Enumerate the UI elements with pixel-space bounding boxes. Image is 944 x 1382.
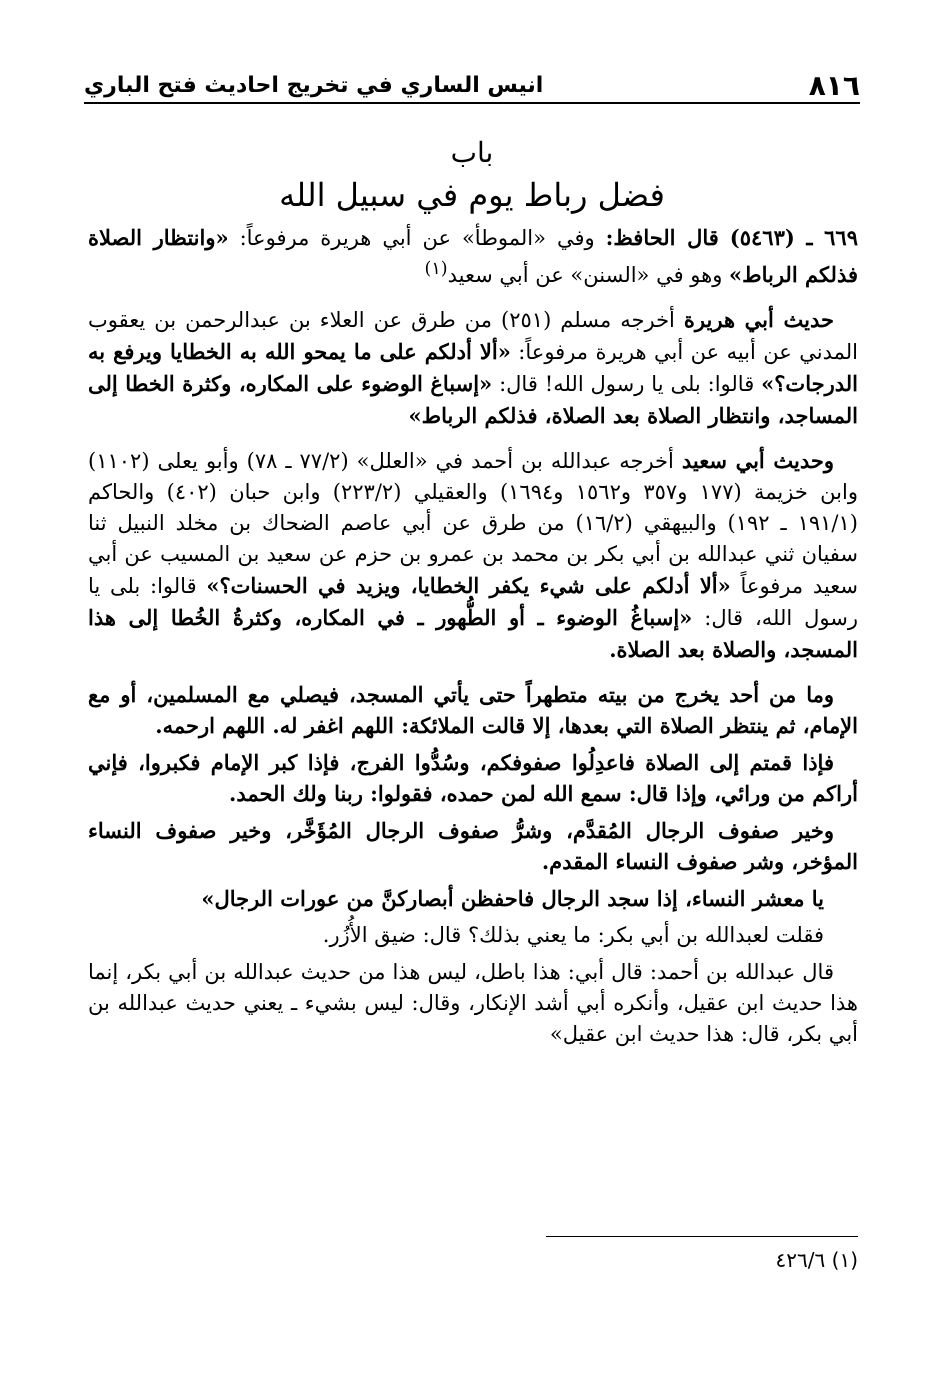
- footnote-divider: [546, 1236, 858, 1237]
- footnote: [776, 1248, 858, 1272]
- chapter-title: فضل رباط يوم في سبيل الله: [279, 176, 665, 214]
- paragraph-abu-said: [88, 445, 858, 666]
- paragraph-hadith-text: وخير صفوف الرجال المُقدَّم، وشرُّ صفوف الرجال المُؤَخَّر، وخير صفوف النساء المؤخر، وشر صفوف النساء المقدم.: [88, 818, 858, 874]
- paragraph-hadith-text: فإذا قمتم إلى الصلاة فاعدِلُوا صفوفكم، وسُدُّوا الفرج، فإذا كبر الإمام فكبروا، فإني أراكم من ورائي، وإذا قال: سمع الله لمن حمده، فقولوا: ربنا ولك الحمد.: [88, 750, 858, 806]
- paragraph-quote: «ألا أدلكم على ما يمحو الله به الخطايا ويرفع به الدرجات؟»: [88, 339, 858, 396]
- paragraph-abu-hurayra: [88, 304, 858, 432]
- body-text: [88, 222, 858, 1063]
- paragraph-hadith-text: وما من أحد يخرج من بيته متطهراً حتى يأتي المسجد، فيصلي مع المسلمين، أو مع الإمام، ثم ينتظر الصلاة التي بعدها، إلا قالت الملائكة: اللهم اغفر له. اللهم ارحمه.: [88, 682, 858, 738]
- page-header: [84, 68, 860, 104]
- footnote-text: ٤٢٦/٦: [775, 1248, 826, 1272]
- running-title: انيس الساري في تخريج احاديث فتح الباري: [84, 72, 544, 98]
- paragraph-hadith-text: يا معشر النساء، إذا سجد الرجال فاحفظن أبصاركنَّ من عورات الرجال»: [201, 886, 824, 911]
- footnote-reference: (١): [424, 259, 448, 279]
- paragraph-text: قالوا: بلى يا رسول الله، قال:: [88, 574, 858, 630]
- footnote-marker: (١): [831, 1248, 858, 1272]
- paragraph-critique: قال عبدالله بن أحمد: قال أبي: هذا باطل، ليس هذا من حديث عبدالله بن أبي بكر، إنما هذا حديث ابن عقيل، وأنكره أبي أشد الإنكار، وقال: ليس بشيء ـ يعني حديث عبدالله بن أبي بكر، قال: هذا حديث ابن عقيل»: [88, 960, 858, 1046]
- hadith-text-end: وهو في «السنن» عن أبي سعيد: [447, 263, 730, 287]
- paragraph-lead: وحديث أبي سعيد: [681, 448, 834, 473]
- paragraph-quote: «إسباغ الوضوء على المكاره، وكثرة الخطا إلى المساجد، وانتظار الصلاة بعد الصلاة، فذلكم الرباط»: [88, 371, 858, 428]
- paragraph-text: أخرجه عبدالله بن أحمد في «العلل» (٧٧/٢ ـ ٧٨) وأبو يعلى (١١٠٢) وابن خزيمة (١٧٧ و٣٥٧ و١٥٦٢ و١٦٩٤) والعقيلي (٢٢٣/٢) وابن حبان (٤٠٢) والحاكم (١٩١/١ ـ ١٩٢) والبيهقي (١٦/٢) من طرق عن أبي عاصم الضحاك بن مخلد النبيل ثنا سفيان ثني عبدالله بن أبي بكر بن محمد بن عمرو بن حزم عن سعيد بن المسيب عن أبي سعيد مرفوعاً: [88, 449, 858, 598]
- paragraph-text: أخرجه مسلم (٢٥١) من طرق عن العلاء بن عبدالرحمن بن يعقوب المدني عن أبيه عن أبي هريرة مرفوعاً:: [88, 308, 858, 364]
- hadith-text: وفي «الموطأ» عن أبي هريرة مرفوعاً:: [228, 226, 606, 250]
- page-number: ٨١٦: [808, 68, 860, 102]
- paragraph-text: قالوا: بلى يا رسول الله! قال:: [492, 372, 762, 396]
- hadith-quote: «وانتظار الصلاة فذلكم الرباط»: [88, 225, 858, 287]
- chapter-label: باب: [450, 136, 494, 169]
- paragraph-quote: «إسباغُ الوضوء ـ أو الطُّهور ـ في المكاره، وكثرةُ الخُطا إلى هذا المسجد، والصلاة بعد الصلاة.: [88, 605, 858, 662]
- paragraph-lead: حديث أبي هريرة: [683, 307, 834, 332]
- paragraph-narrator-question: فقلت لعبدالله بن أبي بكر: ما يعني بذلك؟ قال: ضيق الأُزُر.: [322, 923, 824, 947]
- hadith-number: ٦٦٩ ـ (٥٤٦٣): [729, 225, 858, 250]
- hadith-speaker: قال الحافظ:: [605, 225, 719, 250]
- paragraph-quote: «ألا أدلكم على شيء يكفر الخطايا، ويزيد في الحسنات؟»: [206, 573, 731, 598]
- hadith-entry: [88, 222, 858, 291]
